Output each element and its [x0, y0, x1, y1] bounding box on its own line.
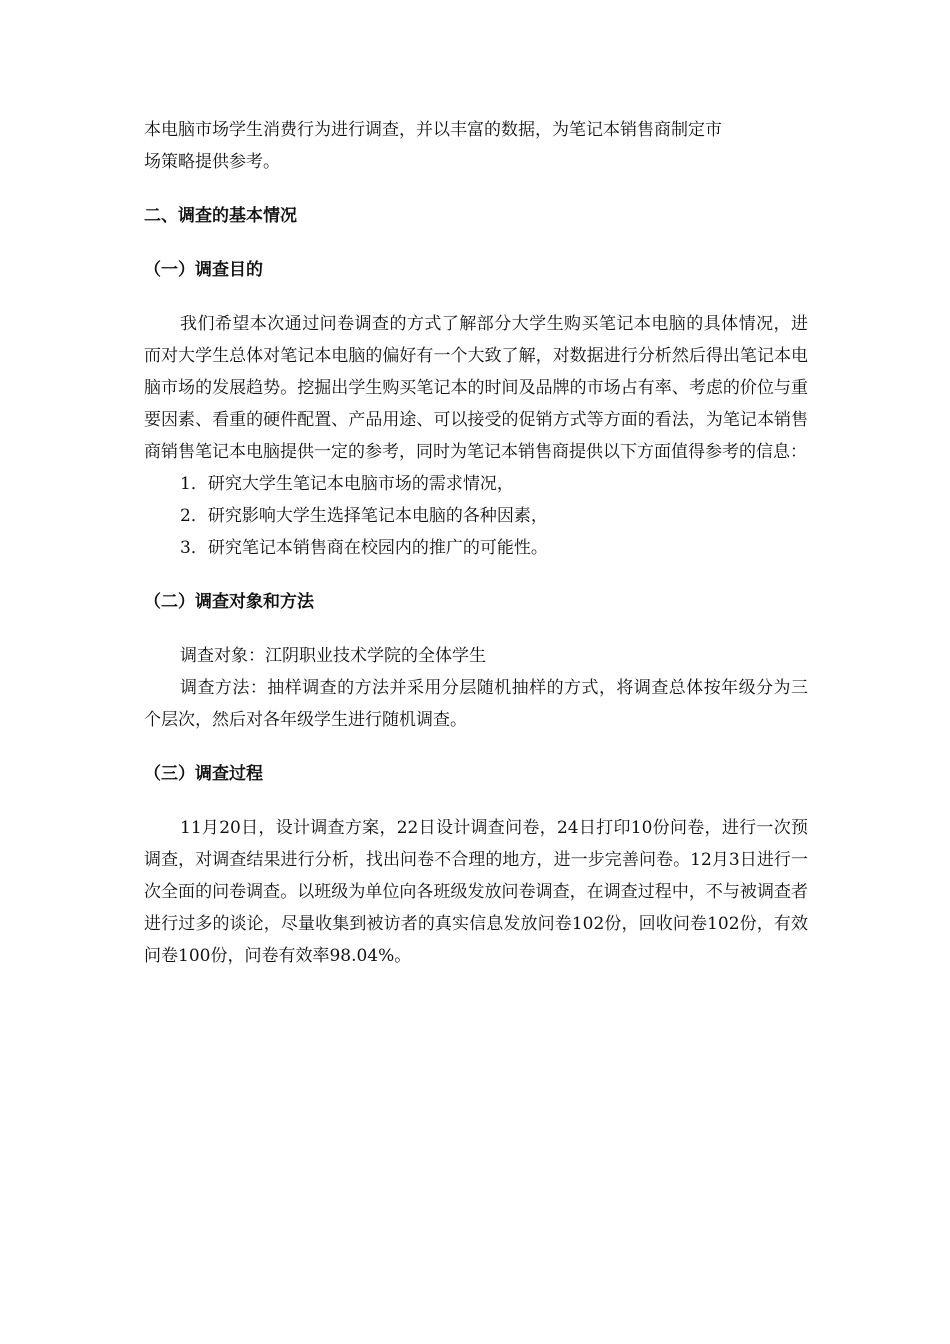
purpose-paragraph: 我们希望本次通过问卷调查的方式了解部分大学生购买笔记本电脑的具体情况，进而对大学生总体对笔记本电脑的偏好有一个大致了解，对数据进行分析然后得出笔记本电脑市场的发展趋势。挖掘出学生购买笔记本的时间及品牌的市场占有率、考虑的价位与重要因素、看重的硬件配置、产品用途、可以接受的促销方式等方面的看法，为笔记本销售商销售笔记本电脑提供一定的参考，同时为笔记本销售商提供以下方面值得参考的信息：: [144, 314, 808, 462]
survey-method-paragraph: 调查方法：抽样调查的方法并采用分层随机抽样的方式，将调查总体按年级分为三个层次，然后对各年级学生进行随机调查。: [144, 678, 808, 730]
intro-paragraph: [144, 114, 808, 178]
process-paragraph: 11月20日，设计调查方案，22日设计调查问卷，24日打印10份问卷，进行一次预调查，对调查结果进行分析，找出问卷不合理的地方，进一步完善问卷。12月3日进行一次全面的问卷调查。以班级为单位向各班级发放问卷调查，在调查过程中，不与被调查者进行过多的谈论，尽量收集到被访者的真实信息发放问卷102份，回收问卷102份，有效问卷100份，问卷有效率98.04%。: [144, 818, 808, 966]
intro-line-2: 场策略提供参考。: [144, 152, 280, 172]
subsection-heading-objects-methods: （二）调查对象和方法: [144, 592, 314, 612]
section-heading-basic-info: 二、调查的基本情况: [144, 206, 297, 226]
subsection-heading-purpose: （一）调查目的: [144, 260, 263, 280]
purpose-list-item-2: 2．研究影响大学生选择笔记本电脑的各种因素，: [180, 506, 548, 526]
document-body: [144, 114, 808, 972]
intro-line-1: 本电脑市场学生消费行为进行调查，并以丰富的数据，为笔记本销售商制定市: [144, 120, 722, 140]
subsection-heading-process: （三）调查过程: [144, 764, 263, 784]
purpose-list-item-1: 1．研究大学生笔记本电脑市场的需求情况，: [180, 474, 514, 494]
survey-object-line: 调查对象：江阴职业技术学院的全体学生: [180, 646, 486, 666]
purpose-list-item-3: 3．研究笔记本销售商在校园内的推广的可能性。: [180, 538, 548, 558]
